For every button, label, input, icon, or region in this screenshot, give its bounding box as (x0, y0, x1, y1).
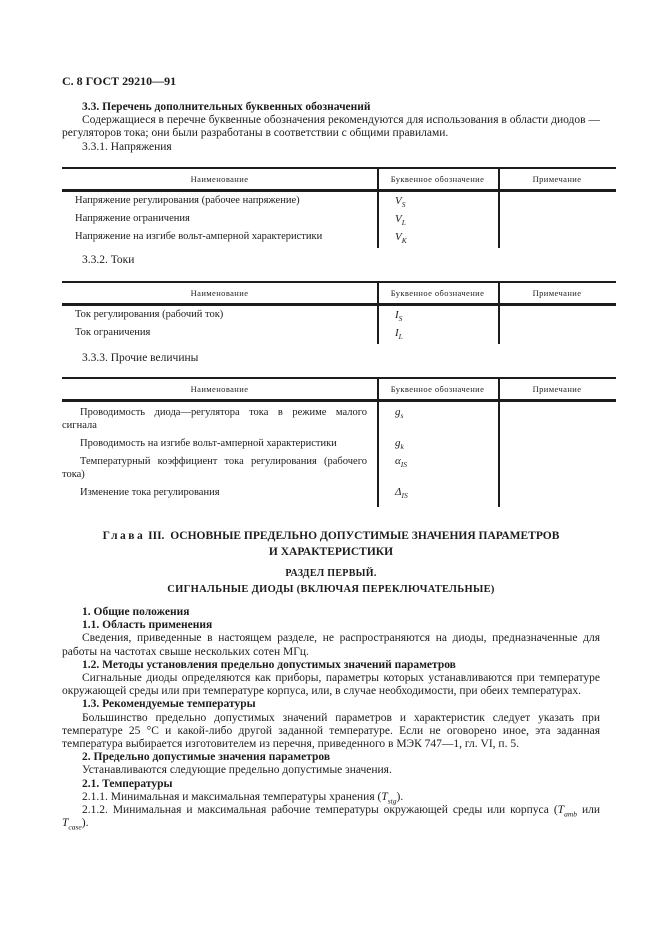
row-name: Температурный коэффициент тока регулирования (рабочего тока) (62, 456, 367, 480)
paragraph-1-3: Большинство предельно допустимых значений параметров и характеристик следует указать при температуре 25 °С и какой-либо другой заданной температуре. Если не оговорено иное, эта заданная температура выбирается изготовителем из перечня, приведенного в МЭК 747—1, гл. VI, п. 5. (62, 711, 600, 751)
row-name: Изменение тока регулирования (80, 487, 220, 498)
table-header-name: Наименование (190, 174, 249, 184)
table-header-symbol: Буквенное обозначение (390, 174, 485, 184)
table-row (62, 324, 616, 342)
row-name: Напряжение на изгибе вольт-амперной характеристики (75, 231, 323, 242)
table-divider (377, 169, 379, 248)
table-header-name: Наименование (190, 384, 249, 394)
table-header-symbol: Буквенное обозначение (390, 384, 485, 394)
table-header-name: Наименование (190, 288, 249, 298)
paragraph-2-1-1: 2.1.1. Минимальная и максимальная температуры хранения $(T_{stg})$. (82, 790, 404, 806)
table-divider (498, 379, 500, 507)
section-3-3-intro: Содержащиеся в перечне буквенные обозначения рекомендуются для использования в области диодов — регуляторов тока; они были разработаны в соответствии с общими правилами. (62, 114, 600, 140)
subsection-3-3-2-heading: 3.3.2. Токи (82, 254, 135, 266)
row-note (498, 455, 616, 481)
row-symbol: $I_L$ (395, 327, 403, 342)
table-divider (498, 283, 500, 344)
row-symbol: $I_S$ (395, 309, 403, 324)
paragraph-2-1-2: 2.1.2. Минимальная и максимальная рабочие температуры окружающей среды или корпуса ($T_{amb}$ или $T_{case}$). (62, 804, 600, 832)
row-name: Ток регулирования (рабочий ток) (75, 309, 224, 320)
section-3-3 (62, 101, 600, 141)
subsection-3-3-3-heading: 3.3.3. Прочие величины (82, 352, 199, 364)
razdel-title: СИГНАЛЬНЫЕ ДИОДЫ (ВКЛЮЧАЯ ПЕРЕКЛЮЧАТЕЛЬНЫЕ) (167, 584, 495, 595)
table-header-symbol: Буквенное обозначение (390, 288, 485, 298)
subsection-3-3-1-heading: 3.3.1. Напряжения (82, 141, 172, 153)
table-row (62, 455, 616, 481)
row-name: Напряжение регулирования (рабочее напряжение) (75, 195, 300, 206)
row-note (498, 324, 616, 342)
table-header-row (62, 283, 616, 306)
body-text (62, 606, 600, 830)
table-row (62, 406, 616, 432)
table-row (62, 486, 616, 499)
section-3-3-heading: 3.3. Перечень дополнительных буквенных обозначений (82, 101, 371, 113)
table-divider (498, 169, 500, 248)
table-row (62, 192, 616, 210)
table-row (62, 306, 616, 324)
chapter-heading (62, 528, 600, 560)
table-header-note: Примечание (532, 174, 582, 184)
other-quantities-table (62, 377, 616, 507)
chapter-label-word: Глава (102, 530, 146, 542)
razdel-heading: РАЗДЕЛ ПЕРВЫЙ. (285, 568, 377, 579)
heading-1: 1. Общие положения (82, 606, 190, 618)
paragraph-1-2: Сигнальные диоды определяются как приборы, параметры которых устанавливаются при температуре окружающей среды или при температуре корпуса, или, в случае необходимости, при обеих температурах. (62, 672, 600, 698)
heading-1-1: 1.1. Область применения (82, 619, 213, 632)
row-name: Проводимость диода—регулятора тока в режиме малого сигнала (62, 407, 367, 431)
chapter-label-number: III. (148, 530, 165, 542)
table-header-note: Примечание (532, 384, 582, 394)
row-name: Напряжение ограничения (75, 213, 190, 224)
row-symbol: $g_k$ (395, 437, 404, 452)
table-header-row (62, 169, 616, 192)
chapter-title-line1: ОСНОВНЫЕ ПРЕДЕЛЬНО ДОПУСТИМЫЕ ЗНАЧЕНИЯ ПАРАМЕТРОВ (170, 530, 560, 542)
heading-2: 2. Предельно допустимые значения параметров (82, 751, 331, 764)
row-name: Ток ограничения (75, 327, 151, 338)
heading-1-3: 1.3. Рекомендуемые температуры (82, 698, 256, 711)
table-header-note: Примечание (532, 288, 582, 298)
row-symbol: $V_L$ (395, 213, 406, 228)
page-header: С. 8 ГОСТ 29210—91 (62, 74, 177, 88)
row-note (498, 306, 616, 324)
paragraph-1-1: Сведения, приведенные в настоящем разделе, не распространяются на диоды, предназначенные для работы на частотах свыше нескольких сотен МГц. (62, 632, 600, 658)
paragraph-2: Устанавливаются следующие предельно допустимые значения. (82, 764, 392, 777)
table-row (62, 228, 616, 246)
heading-2-1: 2.1. Температуры (82, 777, 173, 790)
heading-1-2: 1.2. Методы установления предельно допустимых значений параметров (82, 658, 456, 671)
chapter-title-line2: И ХАРАКТЕРИСТИКИ (268, 546, 394, 558)
table-header-row (62, 379, 616, 402)
table-divider (377, 283, 379, 344)
row-note (498, 210, 616, 228)
row-symbol: $g_s$ (395, 406, 404, 421)
row-symbol: $\alpha_{IS}$ (395, 455, 408, 470)
table-row (62, 210, 616, 228)
row-note (498, 437, 616, 450)
currents-table (62, 281, 616, 344)
row-note (498, 486, 616, 499)
row-name: Проводимость на изгибе вольт-амперной характеристики (80, 438, 337, 449)
row-note (498, 228, 616, 246)
row-symbol: $V_S$ (395, 195, 406, 210)
table-divider (377, 379, 379, 507)
row-symbol: $V_K$ (395, 231, 407, 246)
row-note (498, 192, 616, 210)
table-row (62, 437, 616, 450)
row-symbol: $\Delta_{IS}$ (395, 486, 408, 501)
row-note (498, 406, 616, 432)
voltages-table (62, 167, 616, 248)
